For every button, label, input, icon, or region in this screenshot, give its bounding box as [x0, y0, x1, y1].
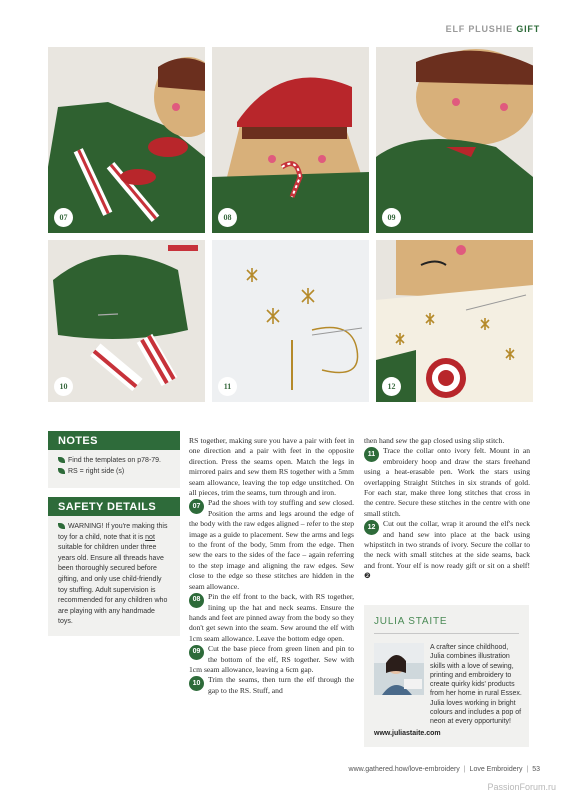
notes-item: Find the templates on p78-79. [58, 456, 170, 467]
page-number: 53 [532, 766, 540, 773]
photo-number: 12 [382, 377, 401, 396]
author-name: JULIA STAITE [374, 616, 448, 627]
photo-number: 07 [54, 208, 73, 227]
step-photo-12 [376, 240, 533, 402]
step-text: Pin the elf front to the back, with RS together, lining up the hat and neck seams. Ensure the hands and feet are pinned away from the body so they don't get sewn into the seam. Sew around the elf with 1cm seam allowance. Leave the bottom edge open. [189, 592, 354, 643]
step-photo-09 [376, 47, 533, 233]
step-photo-11 [212, 240, 369, 402]
photo-number: 08 [218, 208, 237, 227]
author-description: A crafter since childhood, Julia combines illustration skills with a love of sewing, printing and embroidery to create quirky kids' products from her home in rural Essex. Julia loves working in bright colours and includes a pop of neon at every opportunity! [430, 644, 522, 726]
step-number: 10 [189, 676, 204, 691]
footer-url[interactable]: www.gathered.how/love-embroidery [348, 766, 460, 773]
author-website-link[interactable]: www.juliastaite.com [374, 730, 441, 737]
step-text: then hand sew the gap closed using slip stitch. [364, 436, 505, 445]
running-header [446, 24, 540, 34]
footer-separator: | [463, 766, 466, 773]
safety-text-a: WARNING! If you're making this toy for a child, note that it is [58, 523, 168, 541]
step-number: 09 [189, 645, 204, 660]
safety-box [48, 516, 180, 636]
notes-item: RS = right side (s) [58, 467, 170, 478]
leaf-icon [58, 523, 65, 529]
notes-box [48, 450, 180, 488]
step-text: Cut out the collar, wrap it around the elf's neck and hand sew into place at the back using whipstitch in two strands of ivory. Secure the collar to the neck with small stitches at the side seams, back and front. Your elf is now ready gift or sit on a shelf! ❷ [364, 519, 530, 581]
step-text: RS together, making sure you have a pair with feet in one direction and a pair with feet in the opposite direction. Press the seams open. Match the legs in mirrored pairs and sew them RS together with a 5mm seam allowance, leaving the top edge unstitched. On all pieces, trim the seams, turn through and iron. [189, 436, 354, 498]
instructions-column-2 [189, 436, 354, 696]
leaf-icon [58, 468, 65, 474]
step-text: Trim the seams, then turn the elf through the gap to the RS. Stuff, and [208, 675, 354, 695]
photo-number: 10 [54, 377, 73, 396]
watermark: PassionForum.ru [487, 782, 556, 792]
step-text: Trace the collar onto ivory felt. Mount in an embroidery hoop and draw the stars freehand using a heat-erasable pen. Work the stars using overlapping Straight Stitches in six strands of gold. For each star, make three long stitches that cross in the centre. Secure these stitches in the centre with one small stitch. [364, 446, 530, 518]
header-section: GIFT [516, 24, 540, 34]
step-photo-07 [48, 47, 205, 233]
step-number: 11 [364, 447, 379, 462]
safety-text-b: suitable for children under three years old. Ensure all threads have been thoroughly secured before gifting, and only use child-friendly toy stuffing. Adult supervision is recommended for any children who are playing with any handmade toys. [58, 544, 168, 626]
photo-number: 09 [382, 208, 401, 227]
author-bio [364, 605, 529, 747]
instructions-column-3 [364, 436, 530, 582]
step-photo-08 [212, 47, 369, 233]
footer-magazine: Love Embroidery [469, 766, 523, 773]
leaf-icon [58, 457, 65, 463]
safety-heading: SAFETY DETAILS [48, 497, 180, 516]
safety-text-underline: not [145, 533, 155, 541]
author-photo [374, 643, 424, 695]
photo-number: 11 [218, 377, 237, 396]
step-text: Pad the shoes with toy stuffing and sew closed. Position the arms and legs around the edge of the body with the raw edges aligned – refer to the step image as a guide to placement. Sew the arms and legs to the front of the body, 5mm from the edge. Then sew the ears to the sides of the face – again referring to the step image and aligning the raw edges. Sew close to the edge so these stitches are hidden in the seam allowance. [189, 498, 354, 591]
step-photo-10 [48, 240, 205, 402]
divider [374, 633, 519, 634]
step-text: Cut the base piece from green linen and pin to the bottom of the elf, RS together. Sew with 1cm seam allowance, leaving a 6cm gap. [189, 644, 354, 674]
header-title: ELF PLUSHIE [445, 24, 513, 34]
page-footer [349, 766, 540, 773]
notes-heading: NOTES [48, 431, 180, 450]
footer-separator: | [526, 766, 529, 773]
step-number: 12 [364, 520, 379, 535]
step-number: 07 [189, 499, 204, 514]
step-number: 08 [189, 593, 204, 608]
